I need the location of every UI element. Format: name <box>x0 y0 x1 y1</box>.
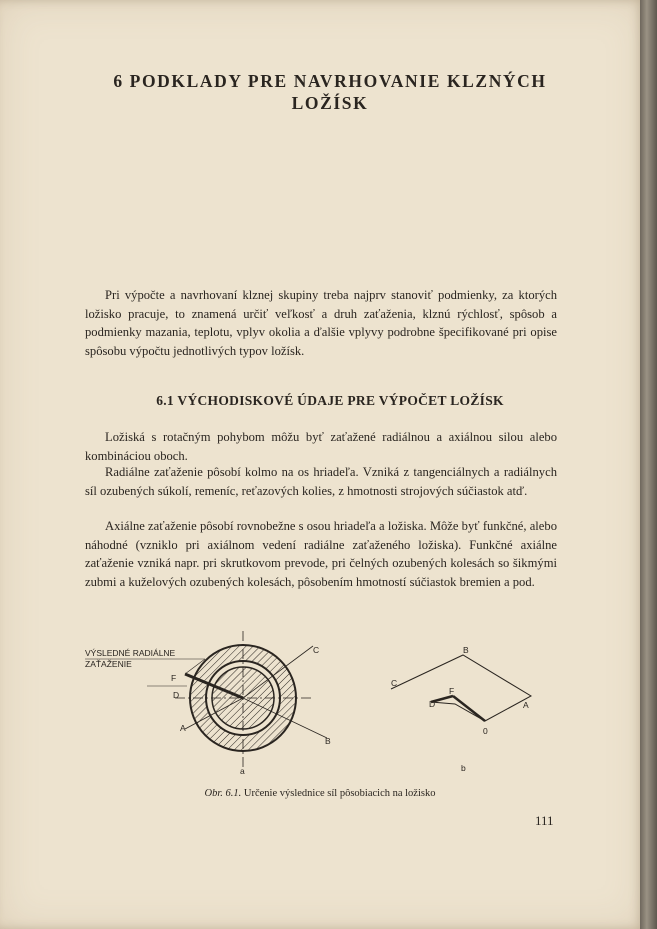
point-b-a: B <box>325 736 331 746</box>
point-c-a: C <box>313 645 320 655</box>
section-title: 6.1 VÝCHODISKOVÉ ÚDAJE PRE VÝPOČET LOŽÍSK <box>156 393 504 408</box>
point-a-b: A <box>523 700 529 710</box>
resultant-label-line2: ZAŤAŽENIE <box>85 659 132 669</box>
point-a-a: A <box>180 723 186 733</box>
point-c-b: C <box>391 678 398 688</box>
figure-6-1 <box>75 626 565 786</box>
point-o-b: 0 <box>483 726 488 736</box>
caption-text: Určenie výslednice síl pôsobiacich na ložisko <box>243 788 436 799</box>
section-paragraph-2: Radiálne zaťaženie pôsobí kolmo na os hriadeľa. Vzniká z tangenciálnych a radiálnych síl ozubených súkolí, remeníc, reťazových kolies, z hmotnosti strojových súčiastok atď. <box>85 465 557 498</box>
point-b-b: B <box>463 645 469 655</box>
page-number: 111 <box>535 813 554 828</box>
figure-drawing <box>75 626 565 786</box>
point-d-b: D <box>429 699 436 709</box>
chapter-title-line1: 6 PODKLADY PRE NAVRHOVANIE KLZNÝCH <box>113 71 547 91</box>
chapter-title-line2: LOŽÍSK <box>291 93 369 113</box>
section-paragraph-3: Axiálne zaťaženie pôsobí rovnobežne s osou hriadeľa a ložiska. Môže byť funkčné, alebo náhodné (vzniklo pri axiálnom vedení radiálne zaťaženého ložiska). Funkčné axiálne zaťaženie vzniká napr. pri skrutkovom prevode, pri čelných ozubených kolesách so šikmými zubmi a kuželových ozubených kolesách, pôsobením hmotností súčiastok bremien a pod. <box>85 519 557 589</box>
resultant-label-line1: VÝSLEDNÉ RADIÁLNE <box>85 648 176 658</box>
part-b-label: b <box>461 763 466 773</box>
point-f-b: F <box>449 686 455 696</box>
part-a-label: a <box>240 766 245 776</box>
intro-paragraph: Pri výpočte a navrhovaní klznej skupiny treba najprv stanoviť podmienky, za ktorých ložisko pracuje, to znamená určiť veľkosť a druh zaťaženia, klznú rýchlosť, spôsob a podmienky mazania, teplotu, vplyv okolia a ďalšie vplyvy podrobne špecifikované pri opise spôsobu výpočtu jednotlivých typov ložísk. <box>85 288 557 358</box>
chapter-title <box>60 70 600 114</box>
section-paragraph-1: Ložiská s rotačným pohybom môžu byť zaťažené radiálnou a axiálnou silou alebo kombináciou oboch. <box>85 430 557 463</box>
point-d-a: D <box>173 690 180 700</box>
point-f-a: F <box>171 673 177 683</box>
polygon-outline <box>391 655 531 721</box>
caption-label: Obr. 6.1. <box>204 788 242 799</box>
figure-caption <box>60 788 580 799</box>
polygon-segment-f-0 <box>453 696 485 721</box>
force-polygon <box>391 655 531 721</box>
book-spine-edge <box>640 0 657 929</box>
